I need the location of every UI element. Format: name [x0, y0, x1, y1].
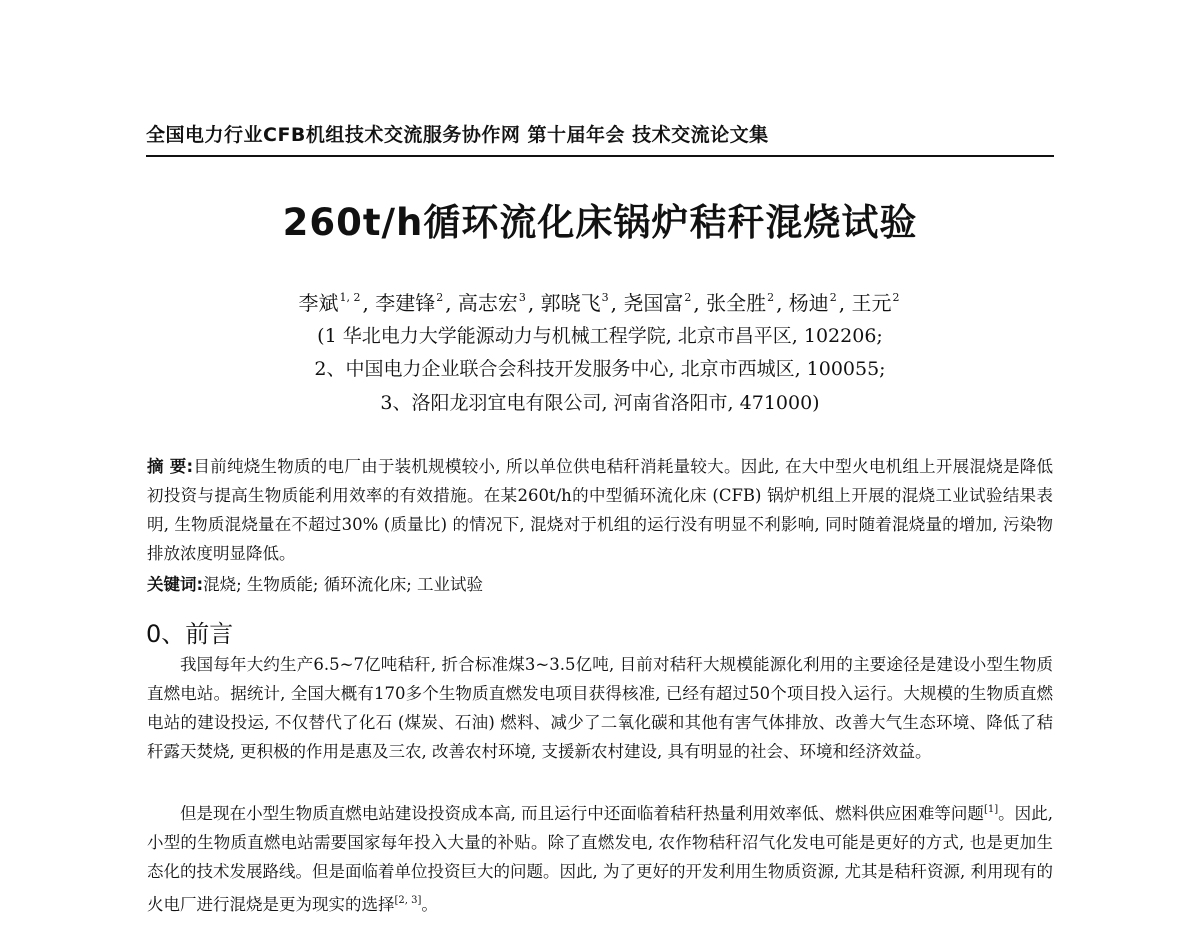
abstract-label: 摘 要:: [147, 457, 194, 476]
author-affiliation-mark: 3: [518, 291, 526, 304]
keywords-text: 混烧; 生物质能; 循环流化床; 工业试验: [203, 575, 484, 594]
citation-ref: [2, 3]: [394, 895, 422, 906]
author-affiliation-mark: 2: [892, 291, 900, 304]
author-affiliation-mark: 1, 2: [339, 291, 361, 304]
header-rule: [146, 155, 1054, 157]
paragraph-text: 。因此, 小型的生物质直燃电站需要国家每年投入大量的补贴。除了直燃发电, 农作物秸秆沼气化发电可能是更好的方式, 也是更加生态化的技术发展路线。但是面临着单位投资巨大的问题。因此, 为了更好的开发利用生物质资源, 尤其是秸秆资源, 利用现有的火电厂进行混烧是更为现实的选择: [147, 804, 1053, 914]
keywords: [147, 570, 1053, 599]
author-separator: ,: [776, 291, 783, 315]
author-name: 王元: [851, 291, 892, 315]
abstract: [147, 452, 1053, 568]
author-affiliation-mark: 3: [601, 291, 609, 304]
affiliation-3: 3、洛阳龙羽宜电有限公司, 河南省洛阳市, 471000): [380, 392, 820, 414]
abstract-text: 目前纯烧生物质的电厂由于装机规模较小, 所以单位供电秸秆消耗量较大。因此, 在大中型火电机组上开展混烧是降低初投资与提高生物质能利用效率的有效措施。在某260t/h的中型循环流化床 (CFB) 锅炉机组上开展的混烧工业试验结果表明, 生物质混烧量在不超过30% (质量比) 的情况下, 混烧对于机组的运行没有明显不利影响, 同时随着混烧量的增加, 污染物排放浓度明显降低。: [147, 457, 1054, 563]
author-affiliation-mark: 2: [684, 291, 692, 304]
affiliation-1: (1 华北电力大学能源动力与机械工程学院, 北京市昌平区, 102206;: [317, 325, 883, 347]
author-name: 高志宏: [457, 291, 518, 315]
keywords-label: 关键词:: [147, 575, 204, 594]
author-separator: ,: [445, 291, 452, 315]
author-name: 李斌: [298, 291, 339, 315]
paragraph-text: 但是现在小型生物质直燃电站建设投资成本高, 而且运行中还面临着秸秆热量利用效率低、燃料供应困难等问题: [180, 804, 984, 823]
author-list: [0, 283, 1200, 318]
author-separator: ,: [693, 291, 700, 315]
body-paragraph: 我国每年大约生产6.5~7亿吨秸秆, 折合标准煤3~3.5亿吨, 目前对秸秆大规模能源化利用的主要途径是建设小型生物质直燃电站。据统计, 全国大概有170多个生物质直燃发电项目获得核准, 已经有超过50个项目投入运行。大规模的生物质直燃电站的建设投运, 不仅替代了化石 (煤炭、石油) 燃料、减少了二氧化碳和其他有害气体排放、改善大气生态环境、降低了秸秆露天焚烧, 更积极的作用是惠及三农, 改善农村环境, 支援新农村建设, 具有明显的社会、环境和经济效益。: [147, 655, 1053, 761]
paragraph-text: 。: [421, 895, 438, 914]
author-affiliation-mark: 2: [767, 291, 775, 304]
author-name: 张全胜: [706, 291, 767, 315]
author-name: 尧国富: [623, 291, 684, 315]
author-name: 李建锋: [375, 291, 436, 315]
author-affiliation-mark: 2: [829, 291, 837, 304]
citation-ref: [1]: [983, 804, 999, 815]
author-name: 杨迪: [788, 291, 829, 315]
author-separator: ,: [610, 291, 617, 315]
affiliation-2: 2、中国电力企业联合会科技开发服务中心, 北京市西城区, 100055;: [314, 358, 886, 380]
author-affiliation-mark: 2: [436, 291, 444, 304]
running-header: 全国电力行业CFB机组技术交流服务协作网 第十届年会 技术交流论文集: [146, 124, 769, 146]
author-separator: ,: [527, 291, 535, 315]
section-heading-introduction: 0、前言: [146, 620, 234, 648]
paper-title: 260t/h循环流化床锅炉秸秆混烧试验: [282, 201, 918, 244]
author-name: 郭晓飞: [540, 291, 601, 315]
author-separator: ,: [362, 291, 369, 315]
body-paragraph: [147, 795, 1053, 919]
author-separator: ,: [838, 291, 846, 315]
